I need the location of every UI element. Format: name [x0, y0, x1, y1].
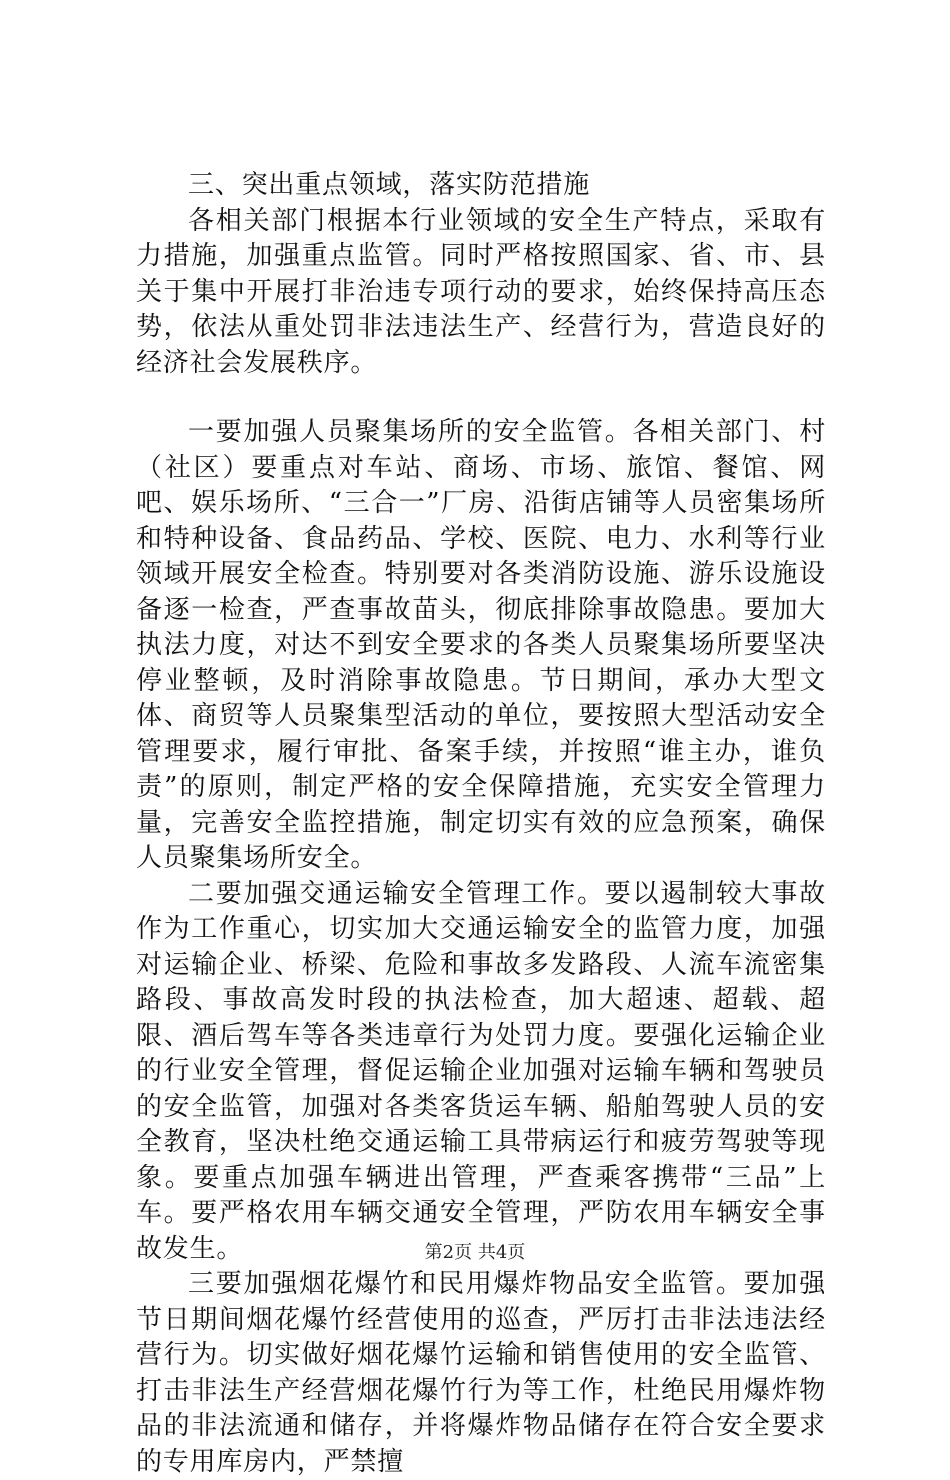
paragraph-fireworks-safety: 三要加强烟花爆竹和民用爆炸物品安全监管。要加强节日期间烟花爆竹经营使用的巡查，严厉打击非法违法经营行为。切实做好烟花爆竹运输和销售使用的安全监管、打击非法生产经营烟花爆竹行为等工作，杜绝民用爆炸物品的非法流通和储存，并将爆炸物品储存在符合安全要求的专用库房内，严禁擅: [136, 1269, 826, 1477]
paragraph-spacer: [136, 381, 826, 415]
document-body: [136, 168, 826, 1480]
paragraph-traffic-safety: 二要加强交通运输安全管理工作。要以遏制较大事故作为工作重心，切实加大交通运输安全的监管力度，加强对运输企业、桥梁、危险和事故多发路段、人流车流密集路段、事故高发时段的执法检查，加大超速、超载、超限、酒后驾车等各类违章行为处罚力度。要强化运输企业的行业安全管理，督促运输企业加强对运输车辆和驾驶员的安全监管，加强对各类客货运车辆、船舶驾驶人员的安全教育，坚决杜绝交通运输工具带病运行和疲劳驾驶等现象。要重点加强车辆进出管理，严查乘客携带“三品”上车。要严格农用车辆交通安全管理，严防农用车辆安全事故发生。: [136, 878, 826, 1264]
paragraph-crowded-places: 一要加强人员聚集场所的安全监管。各相关部门、村（社区）要重点对车站、商场、市场、旅馆、餐馆、网吧、娱乐场所、“三合一”厂房、沿街店铺等人员密集场所和特种设备、食品药品、学校、医院、电力、水利等行业领域开展安全检查。特别要对各类消防设施、游乐设施设备逐一检查，严查事故苗头，彻底排除事故隐患。要加大执法力度，对达不到安全要求的各类人员聚集场所要坚决停业整顿，及时消除事故隐患。节日期间，承办大型文体、商贸等人员聚集型活动的单位，要按照大型活动安全管理要求，履行审批、备案手续，并按照“谁主办，谁负责”的原则，制定严格的安全保障措施，充实安全管理力量，完善安全监控措施，制定切实有效的应急预案，确保人员聚集场所安全。: [136, 417, 826, 873]
intro-paragraph: 各相关部门根据本行业领域的安全生产特点，采取有力措施，加强重点监管。同时严格按照国家、省、市、县关于集中开展打非治违专项行动的要求，始终保持高压态势，依法从重处罚非法违法生产、经营行为，营造良好的经济社会发展秩序。: [136, 205, 826, 378]
section-heading: 三、突出重点领域，落实防范措施: [188, 170, 591, 200]
page-number-footer: 第2页 共4页: [424, 1242, 526, 1263]
